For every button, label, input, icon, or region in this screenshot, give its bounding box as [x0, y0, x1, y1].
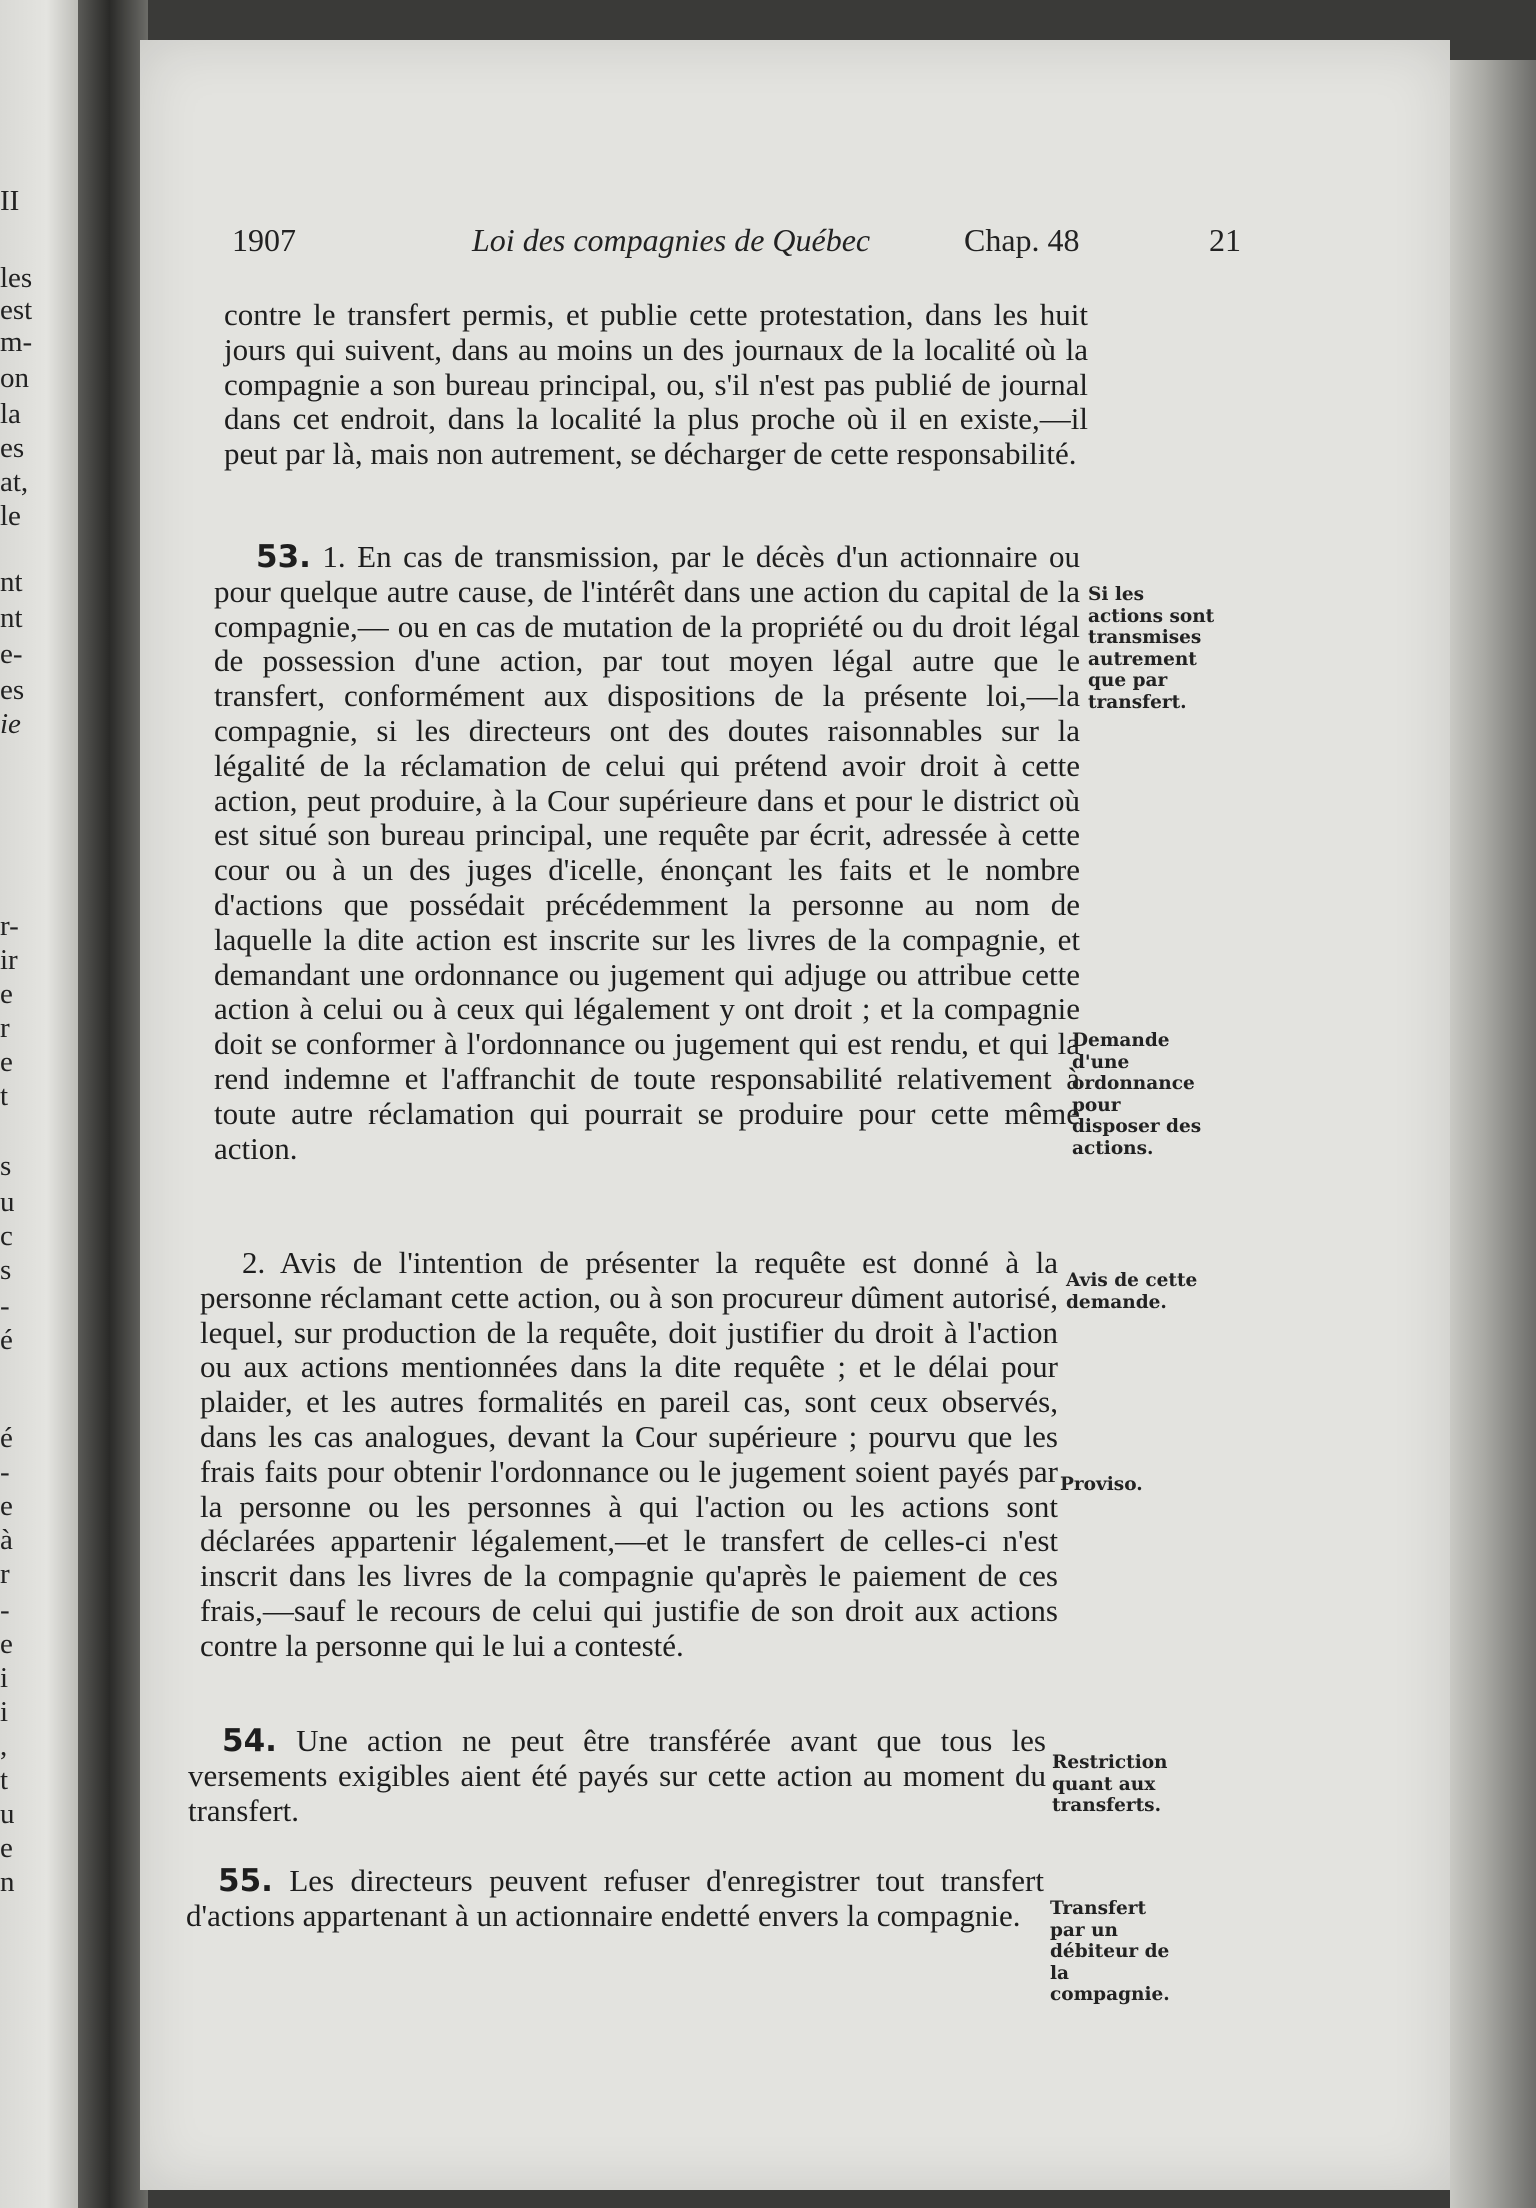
section-number: 54.	[222, 1723, 277, 1759]
paragraph-text: 2. Avis de l'intention de présenter la requête est donné à la personne réclamant cette action, ou à son procureur dûment autorisé, lequel, sur production de la requête, doit justifier du droit à l'action ou aux actions mentionnées dans la dite requête ; et le délai pour plaider, et les autres formalités en pareil cas, sont ceux observés, dans les cas analogues, devant la Cour supérieure ; pourvu que les frais faits pour obtenir l'ordonnance ou le jugement soient payés par la personne ou les personnes à qui l'action ou les actions sont déclarées appartenir légalement,—et le transfert de celles-ci n'est inscrit dans les livres de la compagnie qu'après le paiement de ces frais,—sauf le recours de celui qui justifie de son droit aux actions contre la personne qui le lui a contesté.	[200, 1245, 1058, 1663]
left-page-fragment: nt	[0, 602, 23, 634]
left-page-fragment: es	[0, 432, 25, 464]
margin-note: Avis de cette demande.	[1066, 1270, 1198, 1313]
margin-note: Demande d'une ordonnance pour disposer des actions.	[1072, 1030, 1202, 1159]
left-page-fragment: les	[0, 262, 33, 294]
section-number: 53.	[256, 539, 311, 575]
left-page-fragment: s	[0, 1254, 12, 1286]
paragraph-text: Une action ne peut être transférée avant que tous les versements exigibles aient été payés sur cette action au moment du transfert.	[188, 1723, 1047, 1828]
left-page-fragment: c	[0, 1220, 13, 1252]
left-page-fragment: à	[0, 1524, 13, 1556]
left-page-fragment: é	[0, 1422, 13, 1454]
left-page-fragment: t	[0, 1080, 9, 1112]
left-page-fragment: e-	[0, 638, 23, 670]
section-54-paragraph	[188, 1724, 1046, 1828]
section-53-paragraph-1	[214, 540, 1080, 1166]
section-55-paragraph	[186, 1864, 1044, 1934]
paragraph-text: 1. En cas de transmission, par le décès d'un actionnaire ou pour quelque autre cause, de l'intérêt dans une action du capital de la compagnie,— ou en cas de mutation de la propriété ou du droit légal de possession d'une action, par tout moyen légal autre que le transfert, conformément aux dispositions de la présente loi,—la compagnie, si les directeurs ont des doutes raisonnables sur la légalité de la réclamation de celui qui prétend avoir droit à cette action, peut produire, à la Cour supérieure dans et pour le district où est situé son bureau principal, une requête par écrit, adressée à cette cour ou à un des juges d'icelle, énonçant les faits et le nombre d'actions que possédait précédemment la personne au nom de laquelle la dite action est inscrite sur les livres de la compagnie, et demandant une ordonnance ou jugement qui adjuge ou attribue cette action à celui ou à ceux qui légalement y ont droit ; et la compagnie doit se conformer à l'ordonnance ou jugement qui est rendu, et qui la rend indemne et l'affranchit de toute responsabilité relativement à toute autre réclamation qui pourrait se produire pour cette même action.	[214, 539, 1080, 1166]
left-page-fragment: i	[0, 1696, 9, 1728]
page-number: 21	[1209, 222, 1241, 258]
left-page-fragment: II	[0, 185, 20, 217]
left-page-fragment: r	[0, 1558, 10, 1590]
book-gutter	[78, 0, 148, 2208]
margin-note: Transfert par un débiteur de la compagnie.	[1050, 1898, 1170, 2005]
left-page-fragment: r-	[0, 910, 19, 942]
paragraph-text: contre le transfert permis, et publie cette protestation, dans les huit jours qui suivent, dans au moins un des journaux de la localité où la compagnie a son bureau principal, ou, s'il n'est pas publié de journal dans cet endroit, dans la localité la plus proche où il en existe,—il peut par là, mais non autrement, se décharger de cette responsabilité.	[224, 297, 1088, 472]
right-page-edge	[1450, 60, 1536, 2208]
margin-note: Proviso.	[1060, 1474, 1143, 1495]
left-page-fragment: e	[0, 1832, 13, 1864]
section-53-paragraph-2	[200, 1246, 1058, 1664]
left-page-fragment: e	[0, 1490, 13, 1522]
section-number: 55.	[218, 1863, 273, 1899]
left-page-fragment: e	[0, 1046, 13, 1078]
left-page-fragment: at,	[0, 466, 29, 498]
left-page-fragment: m-	[0, 326, 33, 358]
left-page-fragment: on	[0, 362, 29, 394]
paragraph-text: Les directeurs peuvent refuser d'enregistrer tout transfert d'actions appartenant à un actionnaire endetté envers la compagnie.	[186, 1863, 1044, 1933]
left-page-fragment: est	[0, 294, 33, 326]
margin-note: Restriction quant aux transferts.	[1052, 1752, 1168, 1816]
header-title: Loi des compagnies de Québec	[472, 222, 871, 258]
left-page-fragment: u	[0, 1186, 15, 1218]
left-page-fragment: la	[0, 398, 21, 430]
left-page-fragment: nt	[0, 566, 23, 598]
left-page-fragment: r	[0, 1012, 10, 1044]
margin-note: Si les actions sont transmises autrement que par transfert.	[1088, 584, 1215, 713]
left-page-fragment: le	[0, 500, 21, 532]
left-page-fragment: i	[0, 1662, 9, 1694]
left-page-fragment: ie	[0, 708, 21, 740]
left-page-fragment: -	[0, 1594, 10, 1626]
left-page-fragment: n	[0, 1866, 15, 1898]
running-header	[232, 222, 1242, 274]
left-page-fragment: -	[0, 1290, 10, 1322]
left-page-edge	[0, 0, 78, 2208]
left-page-fragment: e	[0, 1628, 13, 1660]
left-page-fragment: es	[0, 674, 25, 706]
header-year: 1907	[232, 222, 296, 258]
left-page-fragment: e	[0, 978, 13, 1010]
left-page-fragment: -	[0, 1456, 10, 1488]
left-page-fragment: s	[0, 1150, 12, 1182]
paragraph-continuation	[224, 298, 1088, 472]
left-page-fragment: ,	[0, 1730, 8, 1762]
left-page-fragment: t	[0, 1764, 9, 1796]
left-page-fragment: é	[0, 1324, 13, 1356]
left-page-fragment: u	[0, 1798, 15, 1830]
header-chapter: Chap. 48	[964, 222, 1080, 258]
left-page-fragment: ir	[0, 944, 18, 976]
